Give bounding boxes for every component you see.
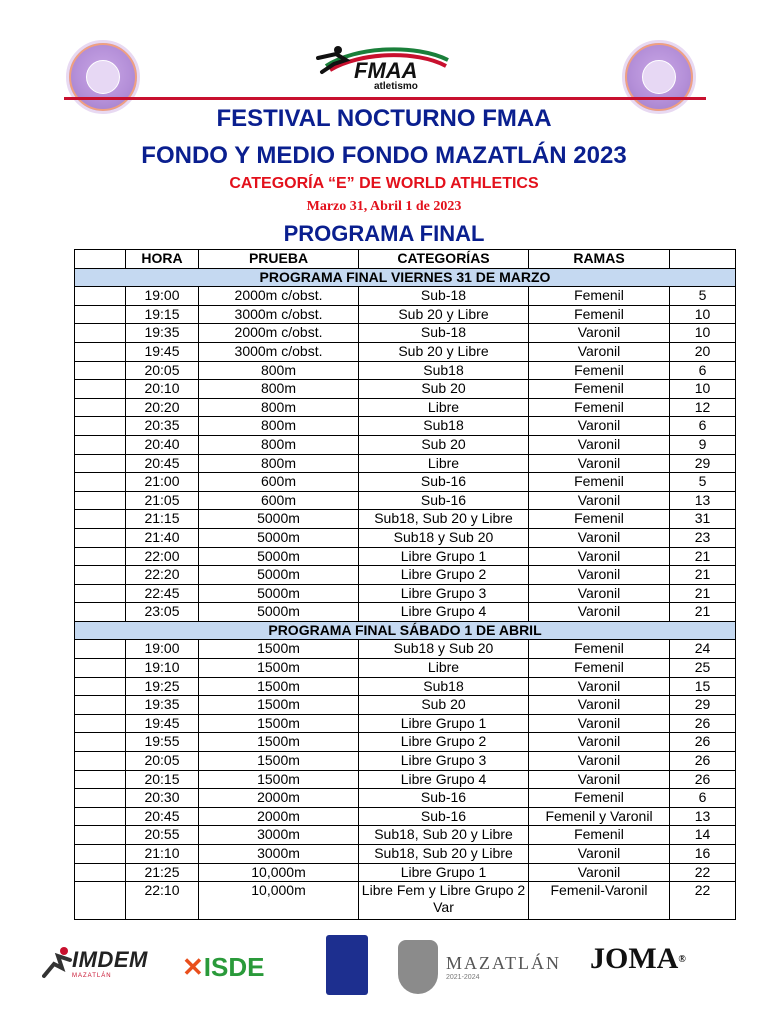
imdem-logo bbox=[42, 946, 148, 980]
cell-blank bbox=[75, 435, 126, 454]
cell-count: 6 bbox=[670, 789, 736, 808]
cell-prueba: 5000m bbox=[199, 547, 359, 566]
table-row bbox=[75, 807, 736, 826]
table-row bbox=[75, 733, 736, 752]
cell-rama: Femenil bbox=[529, 826, 670, 845]
cell-blank bbox=[75, 361, 126, 380]
cell-count: 16 bbox=[670, 845, 736, 864]
cell-categoria: Libre Grupo 1 bbox=[359, 863, 529, 882]
cell-hora: 21:40 bbox=[126, 528, 199, 547]
cell-count: 9 bbox=[670, 435, 736, 454]
cell-count: 15 bbox=[670, 677, 736, 696]
cell-prueba: 800m bbox=[199, 380, 359, 399]
cell-hora: 20:55 bbox=[126, 826, 199, 845]
cell-rama: Femenil bbox=[529, 473, 670, 492]
cell-categoria: Libre Fem y Libre Grupo 2 Var bbox=[359, 882, 529, 920]
header-rule bbox=[64, 97, 706, 100]
section-row bbox=[75, 268, 736, 287]
cell-count: 21 bbox=[670, 603, 736, 622]
mazatlan-name: MAZATLÁN bbox=[446, 953, 561, 973]
cell-count: 26 bbox=[670, 714, 736, 733]
cell-blank bbox=[75, 398, 126, 417]
isde-name: ISDE bbox=[203, 952, 265, 982]
cell-blank bbox=[75, 733, 126, 752]
cell-hora: 20:20 bbox=[126, 398, 199, 417]
cell-prueba: 600m bbox=[199, 473, 359, 492]
cell-blank bbox=[75, 380, 126, 399]
cell-prueba: 1500m bbox=[199, 770, 359, 789]
cell-prueba: 5000m bbox=[199, 528, 359, 547]
cell-blank bbox=[75, 863, 126, 882]
cell-hora: 20:30 bbox=[126, 789, 199, 808]
cell-count: 20 bbox=[670, 342, 736, 361]
table-header-row bbox=[75, 250, 736, 269]
cell-hora: 22:10 bbox=[126, 882, 199, 920]
cell-blank bbox=[75, 807, 126, 826]
cell-prueba: 3000m bbox=[199, 826, 359, 845]
cell-categoria: Libre Grupo 3 bbox=[359, 752, 529, 771]
cell-blank bbox=[75, 826, 126, 845]
cell-count: 5 bbox=[670, 287, 736, 306]
cell-hora: 22:00 bbox=[126, 547, 199, 566]
cell-rama: Varonil bbox=[529, 584, 670, 603]
col-header-hora: HORA bbox=[126, 250, 199, 269]
cell-rama: Varonil bbox=[529, 770, 670, 789]
table-row bbox=[75, 770, 736, 789]
table-row bbox=[75, 380, 736, 399]
cell-categoria: Libre Grupo 1 bbox=[359, 547, 529, 566]
cell-hora: 22:20 bbox=[126, 566, 199, 585]
runner-icon bbox=[42, 946, 72, 980]
table-row bbox=[75, 287, 736, 306]
cell-hora: 19:45 bbox=[126, 714, 199, 733]
cell-categoria: Libre Grupo 2 bbox=[359, 566, 529, 585]
cell-count: 21 bbox=[670, 566, 736, 585]
cell-blank bbox=[75, 287, 126, 306]
cell-categoria: Libre Grupo 4 bbox=[359, 603, 529, 622]
cell-hora: 22:45 bbox=[126, 584, 199, 603]
competition-seal-right bbox=[622, 40, 696, 114]
cell-rama: Varonil bbox=[529, 677, 670, 696]
cell-prueba: 5000m bbox=[199, 566, 359, 585]
cell-prueba: 2000m c/obst. bbox=[199, 324, 359, 343]
fmaa-logo bbox=[316, 42, 452, 94]
cell-count: 14 bbox=[670, 826, 736, 845]
cell-count: 22 bbox=[670, 863, 736, 882]
event-subtitle: FONDO Y MEDIO FONDO MAZATLÁN 2023 bbox=[141, 142, 627, 169]
cell-prueba: 10,000m bbox=[199, 863, 359, 882]
cell-categoria: Sub18, Sub 20 y Libre bbox=[359, 826, 529, 845]
cell-blank bbox=[75, 584, 126, 603]
schedule-table bbox=[74, 249, 736, 920]
cell-rama: Varonil bbox=[529, 566, 670, 585]
cell-blank bbox=[75, 454, 126, 473]
table-row bbox=[75, 435, 736, 454]
cell-prueba: 1500m bbox=[199, 733, 359, 752]
cell-categoria: Libre bbox=[359, 659, 529, 678]
section-row bbox=[75, 621, 736, 640]
cell-hora: 20:05 bbox=[126, 752, 199, 771]
cell-categoria: Sub18 y Sub 20 bbox=[359, 528, 529, 547]
cell-categoria: Libre Grupo 1 bbox=[359, 714, 529, 733]
cell-hora: 21:15 bbox=[126, 510, 199, 529]
table-row bbox=[75, 845, 736, 864]
event-title: FESTIVAL NOCTURNO FMAA bbox=[216, 105, 552, 132]
cell-rama: Femenil y Varonil bbox=[529, 807, 670, 826]
cell-hora: 21:05 bbox=[126, 491, 199, 510]
cell-categoria: Sub 20 y Libre bbox=[359, 342, 529, 361]
cell-categoria: Libre Grupo 2 bbox=[359, 733, 529, 752]
cell-prueba: 1500m bbox=[199, 677, 359, 696]
cell-blank bbox=[75, 510, 126, 529]
cell-hora: 19:55 bbox=[126, 733, 199, 752]
table-row bbox=[75, 752, 736, 771]
table-row bbox=[75, 473, 736, 492]
table-row bbox=[75, 417, 736, 436]
cell-categoria: Sub-16 bbox=[359, 473, 529, 492]
cell-blank bbox=[75, 305, 126, 324]
cell-categoria: Sub18 y Sub 20 bbox=[359, 640, 529, 659]
event-dates: Marzo 31, Abril 1 de 2023 bbox=[306, 199, 462, 214]
cell-count: 21 bbox=[670, 547, 736, 566]
col-header-categorias: CATEGORÍAS bbox=[359, 250, 529, 269]
cell-categoria: Libre bbox=[359, 454, 529, 473]
cell-hora: 19:35 bbox=[126, 324, 199, 343]
mazatlan-years: 2021-2024 bbox=[446, 974, 480, 981]
cell-hora: 20:45 bbox=[126, 454, 199, 473]
isde-logo bbox=[182, 952, 264, 983]
cell-prueba: 1500m bbox=[199, 696, 359, 715]
cell-prueba: 800m bbox=[199, 417, 359, 436]
cell-count: 6 bbox=[670, 417, 736, 436]
cell-hora: 19:25 bbox=[126, 677, 199, 696]
cell-count: 12 bbox=[670, 398, 736, 417]
table-row bbox=[75, 696, 736, 715]
cell-rama: Femenil bbox=[529, 659, 670, 678]
table-row bbox=[75, 826, 736, 845]
cell-count: 29 bbox=[670, 454, 736, 473]
athletics-badge-logo bbox=[326, 935, 368, 995]
cell-hora: 19:35 bbox=[126, 696, 199, 715]
cell-hora: 19:10 bbox=[126, 659, 199, 678]
cell-blank bbox=[75, 417, 126, 436]
cell-count: 10 bbox=[670, 305, 736, 324]
imdem-sub: MAZATLÁN bbox=[72, 973, 112, 979]
cell-categoria: Sub18 bbox=[359, 417, 529, 436]
cell-prueba: 2000m c/obst. bbox=[199, 287, 359, 306]
cell-prueba: 3000m bbox=[199, 845, 359, 864]
cell-categoria: Sub-16 bbox=[359, 491, 529, 510]
cell-rama: Femenil bbox=[529, 361, 670, 380]
table-row bbox=[75, 528, 736, 547]
cell-count: 5 bbox=[670, 473, 736, 492]
cell-prueba: 5000m bbox=[199, 510, 359, 529]
cell-blank bbox=[75, 845, 126, 864]
table-row bbox=[75, 714, 736, 733]
cell-blank bbox=[75, 752, 126, 771]
table-row bbox=[75, 566, 736, 585]
cell-prueba: 1500m bbox=[199, 752, 359, 771]
mazatlan-shield-icon bbox=[398, 940, 438, 994]
cell-categoria: Libre Grupo 4 bbox=[359, 770, 529, 789]
cell-count: 22 bbox=[670, 882, 736, 920]
cell-rama: Femenil bbox=[529, 789, 670, 808]
table-row bbox=[75, 491, 736, 510]
cell-categoria: Sub-16 bbox=[359, 807, 529, 826]
table-row bbox=[75, 398, 736, 417]
cell-prueba: 3000m c/obst. bbox=[199, 305, 359, 324]
cell-count: 31 bbox=[670, 510, 736, 529]
cell-rama: Varonil bbox=[529, 752, 670, 771]
fmaa-logo-text: FMAA bbox=[354, 58, 418, 83]
cell-rama: Varonil bbox=[529, 528, 670, 547]
cell-rama: Varonil bbox=[529, 696, 670, 715]
table-row bbox=[75, 882, 736, 920]
cell-blank bbox=[75, 528, 126, 547]
cell-count: 10 bbox=[670, 324, 736, 343]
table-row bbox=[75, 659, 736, 678]
cell-count: 13 bbox=[670, 807, 736, 826]
cell-categoria: Sub18, Sub 20 y Libre bbox=[359, 510, 529, 529]
cell-categoria: Sub18 bbox=[359, 361, 529, 380]
table-row bbox=[75, 547, 736, 566]
cell-hora: 21:00 bbox=[126, 473, 199, 492]
cell-count: 24 bbox=[670, 640, 736, 659]
col-header-blank bbox=[75, 250, 126, 269]
cell-count: 26 bbox=[670, 733, 736, 752]
cell-rama: Varonil bbox=[529, 417, 670, 436]
cell-rama: Femenil bbox=[529, 398, 670, 417]
table-row bbox=[75, 324, 736, 343]
cell-blank bbox=[75, 696, 126, 715]
cell-prueba: 1500m bbox=[199, 714, 359, 733]
cell-rama: Varonil bbox=[529, 435, 670, 454]
cell-prueba: 1500m bbox=[199, 659, 359, 678]
cell-categoria: Sub 20 bbox=[359, 696, 529, 715]
cell-prueba: 2000m bbox=[199, 789, 359, 808]
cell-blank bbox=[75, 882, 126, 920]
cell-rama: Varonil bbox=[529, 714, 670, 733]
table-row bbox=[75, 510, 736, 529]
cell-prueba: 800m bbox=[199, 361, 359, 380]
col-header-count bbox=[670, 250, 736, 269]
cell-hora: 20:45 bbox=[126, 807, 199, 826]
cell-count: 26 bbox=[670, 770, 736, 789]
table-row bbox=[75, 677, 736, 696]
cell-blank bbox=[75, 789, 126, 808]
cell-categoria: Libre bbox=[359, 398, 529, 417]
cell-count: 13 bbox=[670, 491, 736, 510]
cell-count: 10 bbox=[670, 380, 736, 399]
cell-prueba: 800m bbox=[199, 454, 359, 473]
section-title: PROGRAMA FINAL VIERNES 31 DE MARZO bbox=[75, 268, 736, 287]
cell-hora: 21:10 bbox=[126, 845, 199, 864]
cell-blank bbox=[75, 770, 126, 789]
cell-count: 6 bbox=[670, 361, 736, 380]
col-header-prueba: PRUEBA bbox=[199, 250, 359, 269]
cell-count: 23 bbox=[670, 528, 736, 547]
cell-categoria: Sub 20 y Libre bbox=[359, 305, 529, 324]
cell-blank bbox=[75, 547, 126, 566]
table-row bbox=[75, 789, 736, 808]
cell-prueba: 600m bbox=[199, 491, 359, 510]
cell-categoria: Sub-18 bbox=[359, 287, 529, 306]
cell-hora: 19:45 bbox=[126, 342, 199, 361]
cell-categoria: Sub-18 bbox=[359, 324, 529, 343]
cell-rama: Varonil bbox=[529, 454, 670, 473]
table-row bbox=[75, 342, 736, 361]
cell-categoria: Sub-16 bbox=[359, 789, 529, 808]
table-row bbox=[75, 454, 736, 473]
isde-star-icon: ✕ bbox=[182, 952, 204, 982]
cell-rama: Femenil bbox=[529, 305, 670, 324]
cell-prueba: 10,000m bbox=[199, 882, 359, 920]
cell-hora: 19:00 bbox=[126, 287, 199, 306]
cell-prueba: 5000m bbox=[199, 584, 359, 603]
table-row bbox=[75, 305, 736, 324]
fmaa-logo-sub: atletismo bbox=[374, 81, 418, 92]
cell-prueba: 800m bbox=[199, 398, 359, 417]
sponsor-footer bbox=[0, 932, 768, 998]
cell-rama: Varonil bbox=[529, 603, 670, 622]
program-title: PROGRAMA FINAL bbox=[283, 221, 485, 246]
col-header-ramas: RAMAS bbox=[529, 250, 670, 269]
table-row bbox=[75, 640, 736, 659]
mazatlan-logo bbox=[398, 940, 561, 994]
cell-blank bbox=[75, 659, 126, 678]
cell-count: 29 bbox=[670, 696, 736, 715]
cell-rama: Varonil bbox=[529, 863, 670, 882]
cell-rama: Femenil bbox=[529, 380, 670, 399]
cell-blank bbox=[75, 342, 126, 361]
table-body bbox=[75, 268, 736, 920]
cell-rama: Varonil bbox=[529, 342, 670, 361]
cell-hora: 21:25 bbox=[126, 863, 199, 882]
cell-prueba: 2000m bbox=[199, 807, 359, 826]
cell-rama: Femenil bbox=[529, 287, 670, 306]
cell-categoria: Sub 20 bbox=[359, 380, 529, 399]
cell-hora: 20:15 bbox=[126, 770, 199, 789]
cell-prueba: 1500m bbox=[199, 640, 359, 659]
cell-rama: Femenil bbox=[529, 510, 670, 529]
cell-categoria: Sub18, Sub 20 y Libre bbox=[359, 845, 529, 864]
cell-blank bbox=[75, 473, 126, 492]
cell-categoria: Sub18 bbox=[359, 677, 529, 696]
cell-count: 21 bbox=[670, 584, 736, 603]
cell-categoria: Libre Grupo 3 bbox=[359, 584, 529, 603]
cell-blank bbox=[75, 603, 126, 622]
cell-hora: 19:15 bbox=[126, 305, 199, 324]
cell-categoria: Sub 20 bbox=[359, 435, 529, 454]
cell-hora: 20:40 bbox=[126, 435, 199, 454]
table-row bbox=[75, 603, 736, 622]
cell-blank bbox=[75, 640, 126, 659]
cell-count: 25 bbox=[670, 659, 736, 678]
cell-count: 26 bbox=[670, 752, 736, 771]
cell-rama: Varonil bbox=[529, 733, 670, 752]
cell-rama: Femenil bbox=[529, 640, 670, 659]
cell-prueba: 5000m bbox=[199, 603, 359, 622]
cell-rama: Varonil bbox=[529, 324, 670, 343]
cell-rama: Femenil-Varonil bbox=[529, 882, 670, 920]
cell-blank bbox=[75, 324, 126, 343]
joma-name: JOMA bbox=[590, 942, 679, 975]
cell-prueba: 3000m c/obst. bbox=[199, 342, 359, 361]
table-row bbox=[75, 863, 736, 882]
cell-prueba: 800m bbox=[199, 435, 359, 454]
imdem-name: IMDEM bbox=[72, 947, 148, 972]
cell-rama: Varonil bbox=[529, 845, 670, 864]
section-title: PROGRAMA FINAL SÁBADO 1 DE ABRIL bbox=[75, 621, 736, 640]
cell-blank bbox=[75, 566, 126, 585]
cell-hora: 20:35 bbox=[126, 417, 199, 436]
joma-logo: JOMA ® bbox=[590, 942, 686, 975]
cell-hora: 23:05 bbox=[126, 603, 199, 622]
cell-blank bbox=[75, 714, 126, 733]
table-row bbox=[75, 584, 736, 603]
cell-hora: 20:05 bbox=[126, 361, 199, 380]
cell-hora: 19:00 bbox=[126, 640, 199, 659]
cell-blank bbox=[75, 491, 126, 510]
cell-rama: Varonil bbox=[529, 547, 670, 566]
category-line: CATEGORÍA “E” DE WORLD ATHLETICS bbox=[229, 175, 539, 192]
cell-hora: 20:10 bbox=[126, 380, 199, 399]
cell-blank bbox=[75, 677, 126, 696]
table-row bbox=[75, 361, 736, 380]
competition-seal-left bbox=[66, 40, 140, 114]
cell-rama: Varonil bbox=[529, 491, 670, 510]
